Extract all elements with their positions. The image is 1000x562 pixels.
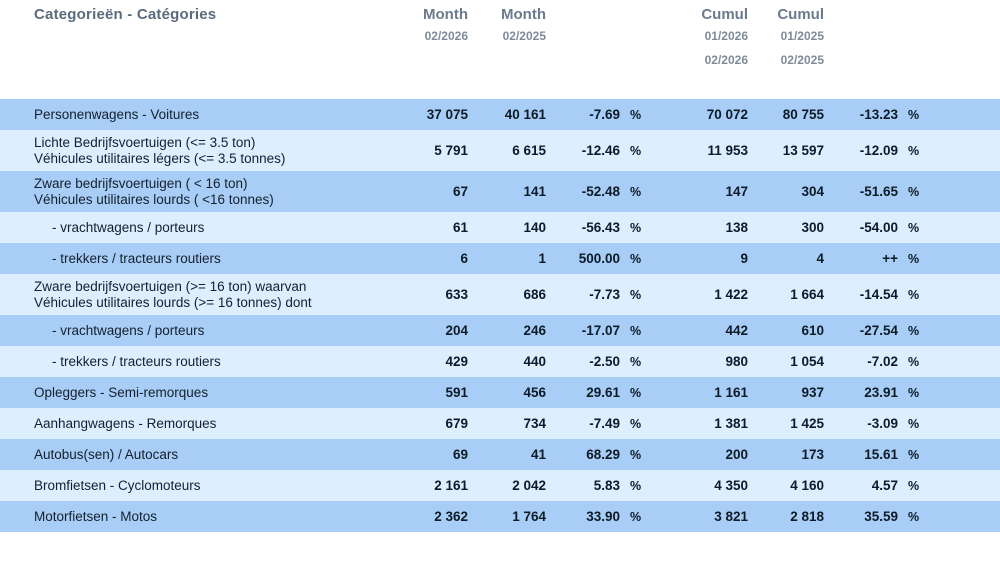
header-month-pct-sign xyxy=(628,0,660,27)
row-pad xyxy=(938,470,1000,501)
row-gap xyxy=(660,439,682,470)
row-category-line1: Lichte Bedrijfsvoertuigen (<= 3.5 ton) xyxy=(34,134,256,150)
row-cumul-previous: 1 054 xyxy=(758,346,834,377)
header-blank-2 xyxy=(628,27,660,51)
row-category-line1: - trekkers / tracteurs routiers xyxy=(52,353,221,369)
row-pad xyxy=(938,171,1000,212)
row-gap xyxy=(660,501,682,532)
row-month-current: 591 xyxy=(400,377,478,408)
row-cumul-previous: 2 818 xyxy=(758,501,834,532)
row-cumul-change: 23.91 xyxy=(834,377,906,408)
table-row xyxy=(0,501,1000,532)
row-cumul-previous: 1 425 xyxy=(758,408,834,439)
row-cumul-previous: 610 xyxy=(758,315,834,346)
row-month-change: -17.07 xyxy=(556,315,628,346)
row-category xyxy=(0,315,400,346)
row-category-line2: Véhicules utilitaires légers (<= 3.5 tonnes) xyxy=(34,150,286,166)
row-pad xyxy=(938,212,1000,243)
header-blank-10 xyxy=(628,51,660,75)
row-category-line1: - trekkers / tracteurs routiers xyxy=(52,250,221,266)
row-category-line2: Véhicules utilitaires lourds (>= 16 tonnes) dont xyxy=(34,294,312,310)
table-row xyxy=(0,130,1000,171)
row-month-current: 5 791 xyxy=(400,130,478,171)
header-blank-4 xyxy=(834,27,906,51)
header-period2-cat-blank xyxy=(0,51,400,75)
table-row xyxy=(0,439,1000,470)
table-body xyxy=(0,99,1000,532)
header-blank-6 xyxy=(938,27,1000,51)
row-pad xyxy=(938,377,1000,408)
row-cumul-change: -14.54 xyxy=(834,274,906,315)
row-cumul-current: 442 xyxy=(682,315,758,346)
row-pad xyxy=(938,130,1000,171)
row-month-current: 37 075 xyxy=(400,99,478,130)
row-month-previous: 734 xyxy=(478,408,556,439)
header-cumul-period-2a: 01/2025 xyxy=(758,27,834,51)
row-category-line1: Zware bedrijfsvoertuigen ( < 16 ton) xyxy=(34,175,248,191)
row-month-percent-sign: % xyxy=(628,171,660,212)
table-row xyxy=(0,346,1000,377)
row-pad xyxy=(938,346,1000,377)
row-cumul-percent-sign: % xyxy=(906,99,938,130)
table-row xyxy=(0,171,1000,212)
row-cumul-percent-sign: % xyxy=(906,212,938,243)
row-month-previous: 40 161 xyxy=(478,99,556,130)
row-month-percent-sign: % xyxy=(628,377,660,408)
row-month-change: -7.49 xyxy=(556,408,628,439)
row-cumul-previous: 4 160 xyxy=(758,470,834,501)
header-month-period-1: 02/2026 xyxy=(400,27,478,51)
row-month-change: 33.90 xyxy=(556,501,628,532)
row-category-line2: Véhicules utilitaires lourds ( <16 tonnes) xyxy=(34,191,274,207)
row-month-percent-sign: % xyxy=(628,212,660,243)
row-month-previous: 440 xyxy=(478,346,556,377)
row-month-percent-sign: % xyxy=(628,408,660,439)
header-row-period-2 xyxy=(0,51,1000,75)
row-month-previous: 456 xyxy=(478,377,556,408)
header-month-period-2: 02/2025 xyxy=(478,27,556,51)
row-cumul-change: -54.00 xyxy=(834,212,906,243)
row-cumul-change: -12.09 xyxy=(834,130,906,171)
row-cumul-current: 9 xyxy=(682,243,758,274)
row-cumul-previous: 937 xyxy=(758,377,834,408)
row-month-change: 500.00 xyxy=(556,243,628,274)
row-month-change: 5.83 xyxy=(556,470,628,501)
row-pad xyxy=(938,439,1000,470)
row-cumul-change: -7.02 xyxy=(834,346,906,377)
row-month-change: -56.43 xyxy=(556,212,628,243)
table-header xyxy=(0,0,1000,99)
table-row xyxy=(0,99,1000,130)
row-month-previous: 1 xyxy=(478,243,556,274)
row-pad xyxy=(938,315,1000,346)
row-month-percent-sign: % xyxy=(628,99,660,130)
row-category-line1: Autobus(sen) / Autocars xyxy=(34,446,179,462)
row-cumul-percent-sign: % xyxy=(906,274,938,315)
row-month-percent-sign: % xyxy=(628,439,660,470)
row-month-current: 204 xyxy=(400,315,478,346)
row-cumul-current: 3 821 xyxy=(682,501,758,532)
row-category xyxy=(0,470,400,501)
header-row-labels xyxy=(0,0,1000,27)
row-month-change: -2.50 xyxy=(556,346,628,377)
row-month-change: -52.48 xyxy=(556,171,628,212)
row-cumul-percent-sign: % xyxy=(906,346,938,377)
row-month-percent-sign: % xyxy=(628,470,660,501)
header-month-1: Month xyxy=(400,0,478,27)
row-month-percent-sign: % xyxy=(628,130,660,171)
header-blank-12 xyxy=(834,51,906,75)
row-category-line1: - vrachtwagens / porteurs xyxy=(52,322,205,338)
row-month-previous: 686 xyxy=(478,274,556,315)
row-category xyxy=(0,274,400,315)
table-row xyxy=(0,274,1000,315)
header-pad xyxy=(938,0,1000,27)
row-cumul-current: 11 953 xyxy=(682,130,758,171)
row-pad xyxy=(938,408,1000,439)
row-category xyxy=(0,212,400,243)
row-cumul-change: -13.23 xyxy=(834,99,906,130)
row-category xyxy=(0,408,400,439)
row-cumul-percent-sign: % xyxy=(906,501,938,532)
table-row xyxy=(0,243,1000,274)
header-blank-5 xyxy=(906,27,938,51)
row-month-percent-sign: % xyxy=(628,501,660,532)
row-gap xyxy=(660,315,682,346)
row-cumul-percent-sign: % xyxy=(906,243,938,274)
row-month-current: 633 xyxy=(400,274,478,315)
row-category-line1: Aanhangwagens - Remorques xyxy=(34,415,217,431)
row-cumul-percent-sign: % xyxy=(906,408,938,439)
row-category-line1: - vrachtwagens / porteurs xyxy=(52,219,205,235)
row-category xyxy=(0,99,400,130)
header-cumul-period-1a: 01/2026 xyxy=(682,27,758,51)
row-gap xyxy=(660,171,682,212)
row-month-previous: 2 042 xyxy=(478,470,556,501)
row-month-change: -7.69 xyxy=(556,99,628,130)
row-gap xyxy=(660,130,682,171)
row-month-previous: 6 615 xyxy=(478,130,556,171)
row-cumul-current: 980 xyxy=(682,346,758,377)
row-gap xyxy=(660,274,682,315)
row-category xyxy=(0,346,400,377)
row-cumul-previous: 4 xyxy=(758,243,834,274)
row-cumul-percent-sign: % xyxy=(906,470,938,501)
row-cumul-previous: 173 xyxy=(758,439,834,470)
header-blank-13 xyxy=(906,51,938,75)
row-category-line1: Motorfietsen - Motos xyxy=(34,508,158,524)
row-month-previous: 1 764 xyxy=(478,501,556,532)
row-cumul-current: 1 161 xyxy=(682,377,758,408)
row-cumul-change: -27.54 xyxy=(834,315,906,346)
row-cumul-percent-sign: % xyxy=(906,315,938,346)
row-category-line1: Bromfietsen - Cyclomoteurs xyxy=(34,477,201,493)
row-month-current: 69 xyxy=(400,439,478,470)
row-month-change: 29.61 xyxy=(556,377,628,408)
row-cumul-current: 1 422 xyxy=(682,274,758,315)
table-row xyxy=(0,315,1000,346)
row-month-current: 429 xyxy=(400,346,478,377)
header-row-period-1 xyxy=(0,27,1000,51)
row-cumul-change: 4.57 xyxy=(834,470,906,501)
row-month-change: -7.73 xyxy=(556,274,628,315)
row-month-previous: 140 xyxy=(478,212,556,243)
row-month-current: 679 xyxy=(400,408,478,439)
table-row xyxy=(0,408,1000,439)
row-pad xyxy=(938,99,1000,130)
row-category-line1: Opleggers - Semi-remorques xyxy=(34,384,209,400)
header-blank-1 xyxy=(556,27,628,51)
row-gap xyxy=(660,377,682,408)
row-cumul-percent-sign: % xyxy=(906,171,938,212)
header-cumul-pct-sign xyxy=(906,0,938,27)
header-blank-11 xyxy=(660,51,682,75)
row-category xyxy=(0,130,400,171)
row-cumul-previous: 300 xyxy=(758,212,834,243)
row-cumul-change: -51.65 xyxy=(834,171,906,212)
header-spacer xyxy=(0,75,1000,99)
header-category: Categorieën - Catégories xyxy=(0,0,400,27)
row-gap xyxy=(660,212,682,243)
header-cumul-period-2b: 02/2025 xyxy=(758,51,834,75)
row-cumul-current: 70 072 xyxy=(682,99,758,130)
header-gap xyxy=(660,0,682,27)
row-gap xyxy=(660,243,682,274)
header-cumul-1: Cumul xyxy=(682,0,758,27)
row-category-line1: Zware bedrijfsvoertuigen (>= 16 ton) waarvan xyxy=(34,278,307,294)
row-cumul-change: -3.09 xyxy=(834,408,906,439)
row-month-current: 61 xyxy=(400,212,478,243)
row-month-change: -12.46 xyxy=(556,130,628,171)
header-blank-8 xyxy=(478,51,556,75)
row-month-percent-sign: % xyxy=(628,315,660,346)
row-cumul-change: ++ xyxy=(834,243,906,274)
row-month-percent-sign: % xyxy=(628,243,660,274)
header-blank-3 xyxy=(660,27,682,51)
row-cumul-previous: 304 xyxy=(758,171,834,212)
row-pad xyxy=(938,243,1000,274)
header-cumul-pct xyxy=(834,0,906,27)
header-blank-9 xyxy=(556,51,628,75)
row-month-current: 67 xyxy=(400,171,478,212)
row-month-current: 2 362 xyxy=(400,501,478,532)
row-cumul-change: 15.61 xyxy=(834,439,906,470)
row-cumul-previous: 1 664 xyxy=(758,274,834,315)
row-month-previous: 141 xyxy=(478,171,556,212)
header-month-2: Month xyxy=(478,0,556,27)
header-cumul-2: Cumul xyxy=(758,0,834,27)
row-cumul-percent-sign: % xyxy=(906,130,938,171)
table-row xyxy=(0,212,1000,243)
row-gap xyxy=(660,470,682,501)
row-gap xyxy=(660,408,682,439)
header-spacer-cell xyxy=(0,75,1000,99)
row-month-current: 2 161 xyxy=(400,470,478,501)
row-pad xyxy=(938,501,1000,532)
row-cumul-current: 147 xyxy=(682,171,758,212)
header-period-cat-blank xyxy=(0,27,400,51)
row-month-change: 68.29 xyxy=(556,439,628,470)
row-cumul-previous: 80 755 xyxy=(758,99,834,130)
row-cumul-change: 35.59 xyxy=(834,501,906,532)
table-row xyxy=(0,470,1000,501)
row-cumul-current: 138 xyxy=(682,212,758,243)
row-category xyxy=(0,243,400,274)
row-category xyxy=(0,171,400,212)
table-row xyxy=(0,377,1000,408)
header-month-pct xyxy=(556,0,628,27)
row-month-percent-sign: % xyxy=(628,274,660,315)
row-pad xyxy=(938,274,1000,315)
row-cumul-current: 1 381 xyxy=(682,408,758,439)
row-month-previous: 246 xyxy=(478,315,556,346)
row-category xyxy=(0,377,400,408)
row-gap xyxy=(660,99,682,130)
row-category xyxy=(0,501,400,532)
header-blank-14 xyxy=(938,51,1000,75)
row-month-current: 6 xyxy=(400,243,478,274)
row-cumul-previous: 13 597 xyxy=(758,130,834,171)
row-cumul-current: 4 350 xyxy=(682,470,758,501)
row-category-line1: Personenwagens - Voitures xyxy=(34,106,200,122)
row-month-percent-sign: % xyxy=(628,346,660,377)
row-cumul-percent-sign: % xyxy=(906,439,938,470)
row-month-previous: 41 xyxy=(478,439,556,470)
row-cumul-current: 200 xyxy=(682,439,758,470)
header-blank-7 xyxy=(400,51,478,75)
row-category xyxy=(0,439,400,470)
header-cumul-period-1b: 02/2026 xyxy=(682,51,758,75)
row-cumul-percent-sign: % xyxy=(906,377,938,408)
row-gap xyxy=(660,346,682,377)
